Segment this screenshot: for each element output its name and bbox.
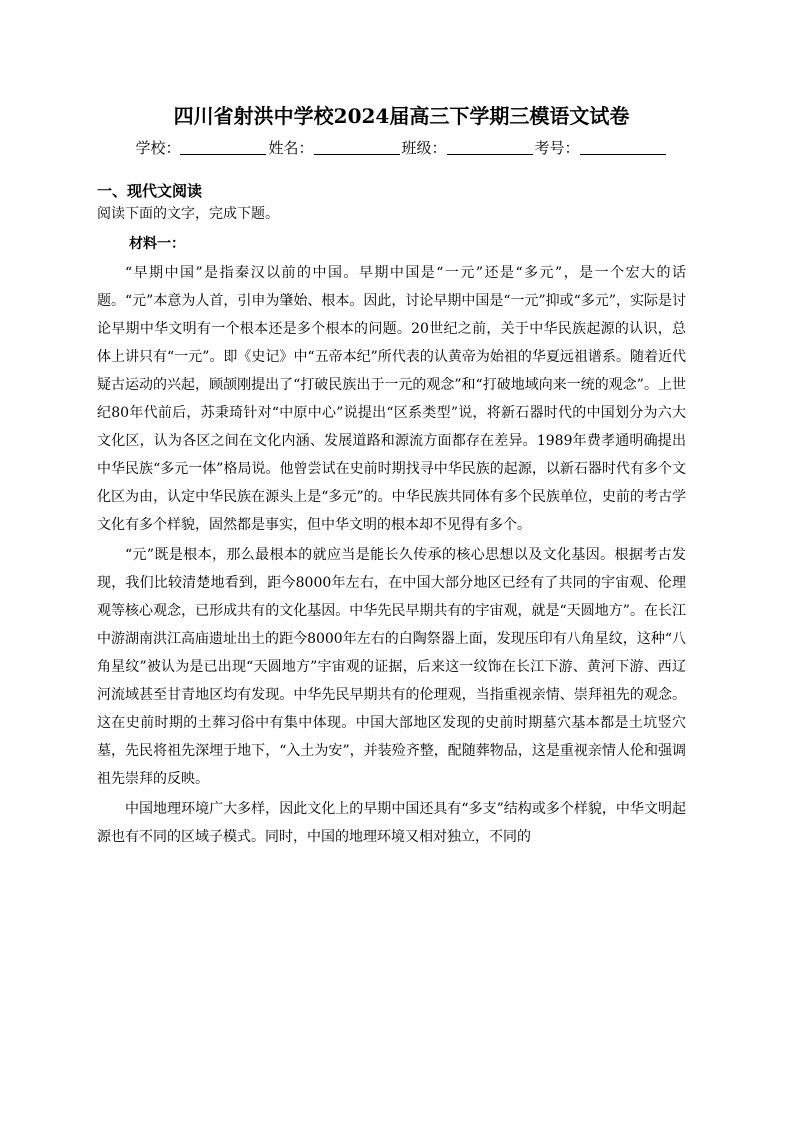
- class-blank[interactable]: [447, 140, 533, 155]
- section-instruction: 阅读下面的文字，完成下题。: [97, 206, 279, 222]
- exam-title: 四川省射洪中学校2024届高三下学期三模语文试卷: [173, 104, 630, 128]
- student-info-line: [97, 137, 686, 158]
- paragraph-3: 中国地理环境广大多样，因此文化上的早期中国还具有“多支”结构或多个样貌，中华文明起源也有不同的区域子模式。同时，中国的地理环境又相对独立，不同的: [97, 801, 686, 845]
- name-label: 姓名：: [268, 140, 314, 157]
- section-heading: 一、现代文阅读: [97, 182, 203, 200]
- class-label: 班级：: [401, 140, 447, 157]
- exam-number-blank[interactable]: [580, 140, 666, 155]
- material-label: 材料一：: [129, 236, 185, 252]
- school-label: 学校：: [135, 140, 181, 157]
- paragraph-1: “早期中国”是指秦汉以前的中国。早期中国是“一元”还是“多元”，是一个宏大的话题。“元”本意为人首，引申为肇始、根本。因此，讨论早期中国是“一元”抑或“多元”，实际是讨论早期中华文明有一个根本还是多个根本的问题。20世纪之前，关于中华民族起源的认识，总体上讲只有“一元”。即《史记》中“五帝本纪”所代表的认黄帝为始祖的华夏远祖谱系。随着近代疑古运动的兴起，顾颉刚提出了“打破民族出于一元的观念”和“打破地域向来一统的观念”。上世纪80年代前后，苏秉琦针对“中原中心”说提出“区系类型”说，将新石器时代的中国划分为六大文化区，认为各区之间在文化内涵、发展道路和源流方面都存在差异。1989年费孝通明确提出中华民族“多元一体”格局说。他曾尝试在史前时期找寻中华民族的起源，以新石器时代有多个文化区为由，认定中华民族在源头上是“多元”的。中华民族共同体有多个民族单位，史前的考古学文化有多个样貌，固然都是事实，但中华文明的根本却不见得有多个。: [97, 265, 686, 533]
- exam-number-label: 考号：: [534, 140, 580, 157]
- paragraph-2: “元”既是根本，那么最根本的就应当是能长久传承的核心思想以及文化基因。根据考古发现，我们比较清楚地看到，距今8000年左右，在中国大部分地区已经有了共同的宇宙观、伦理观等核心观念，已形成共有的文化基因。中华先民早期共有的宇宙观，就是“天圆地方”。在长江中游湖南洪江高庙遗址出土的距今8000年左右的白陶祭器上面，发现压印有八角星纹，这种“八角星纹”被认为是已出现“天圆地方”宇宙观的证据，后来这一纹饰在长江下游、黄河下游、西辽河流域甚至甘青地区均有发现。中华先民早期共有的伦理观，当指重视亲情、崇拜祖先的观念。这在史前时期的土葬习俗中有集中体现。中国大部地区发现的史前时期墓穴基本都是土坑竖穴墓，先民将祖先深埋于地下，“入土为安”，并装殓齐整，配随葬物品，这是重视亲情人伦和强调祖先崇拜的反映。: [97, 547, 686, 787]
- school-blank[interactable]: [180, 140, 266, 155]
- name-blank[interactable]: [314, 140, 400, 155]
